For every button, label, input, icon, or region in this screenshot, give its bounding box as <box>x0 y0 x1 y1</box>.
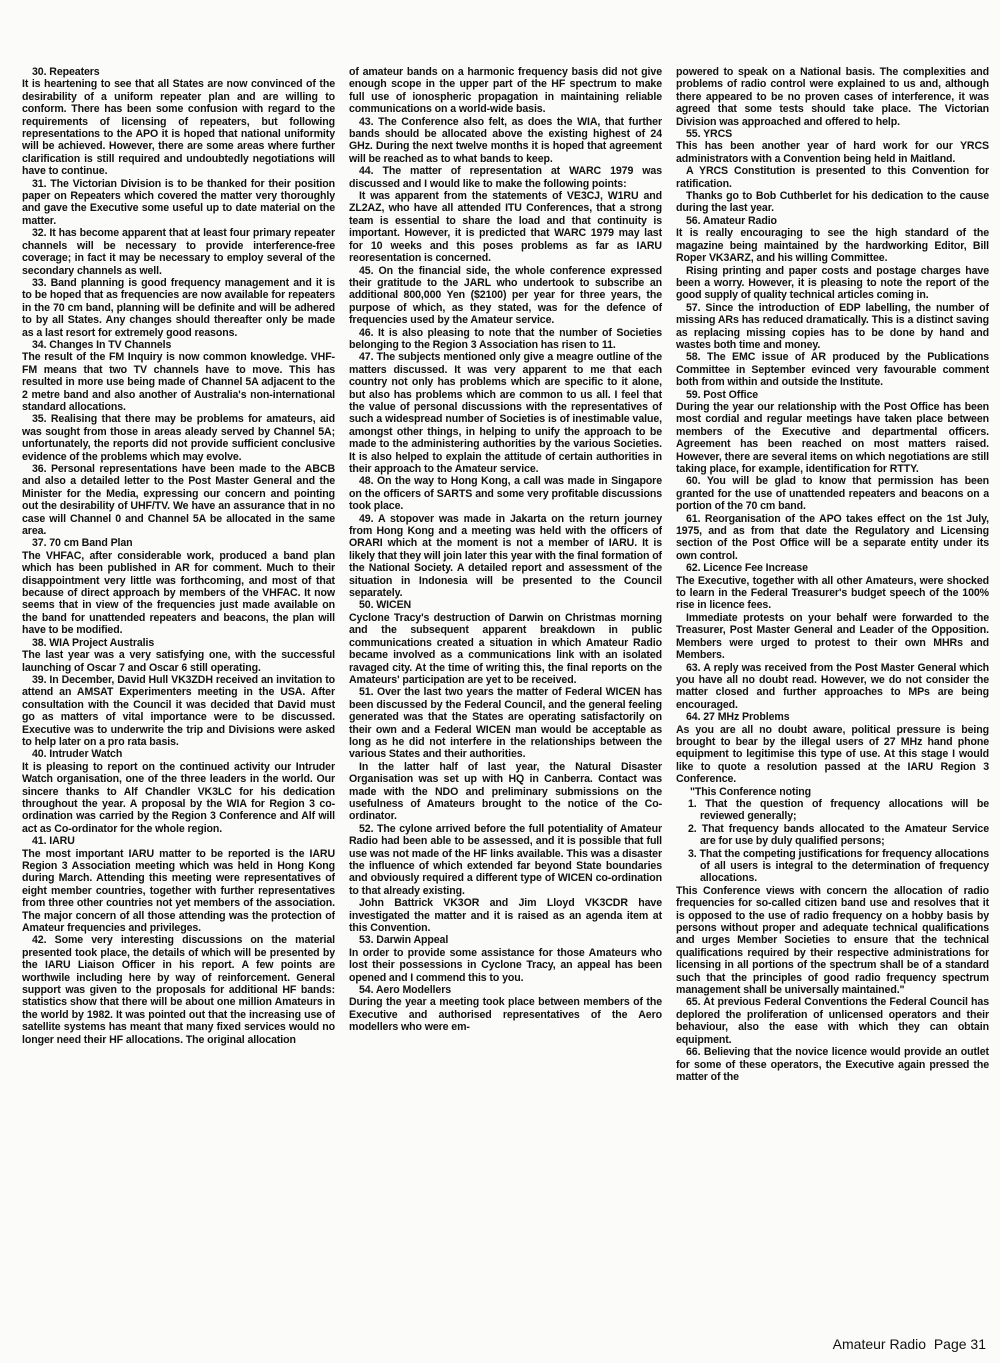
body-paragraph: Cyclone Tracy's destruction of Darwin on Christmas morning and the subsequent apparent breakdown in public communications created a situation in which Amateur Radio became involved as a communications link with an isolated ravaged city. At the time of writing this, the final reports on the Amateurs' participation are yet to be received. <box>349 611 662 686</box>
body-paragraph: The result of the FM Inquiry is now common knowledge. VHF-FM means that two TV channels have to move. This has resulted in more use being made of Channel 5A adjacent to the 2 metre band and also another of Australia's non-international standard allocations. <box>22 351 335 413</box>
body-paragraph: During the year our relationship with the Post Office has been most cordial and regular meetings have taken place between members of the Executive and departmental officers. Agreement has been reached on most matters raised. However, there are several items on which negotiations are still taking place, for example, identification for RTTY. <box>676 400 989 475</box>
section-heading: 55. YRCS <box>686 128 733 141</box>
section-heading: 40. Intruder Watch <box>32 748 123 761</box>
column-3 <box>676 66 989 1324</box>
text-columns <box>22 66 990 1324</box>
body-paragraph: 63. A reply was received from the Post Master General which you have all no doubt read. However, we do not consider the matter closed and further approaches to MPs are being encouraged. <box>676 661 989 711</box>
body-paragraph: 3. That the competing justifications for frequency allocations of all users is integral to the determination of frequency allocations. <box>688 847 989 885</box>
body-paragraph: A YRCS Constitution is presented to this Convention for ratification. <box>676 165 989 190</box>
body-paragraph: The VHFAC, after considerable work, produced a band plan which has been published in AR for comment. Much to their disappointment very little was forthcoming, and most of that because of direct approach by members of the VHFAC. It now seems that in view of the frequencies just made available on the band for unattended repeaters and beacons, the plan will have to be modified. <box>22 549 335 637</box>
page-number: Page 31 <box>933 1336 986 1352</box>
column-2 <box>349 66 662 1324</box>
section-heading: 53. Darwin Appeal <box>359 934 449 947</box>
body-paragraph: Rising printing and paper costs and postage charges have been a worry. However, it is pleasing to note the report of the good supply of quality technical articles coming in. <box>676 264 989 302</box>
body-paragraph: 60. You will be glad to know that permission has been granted for the use of unattended repeaters and beacons on a portion of the 70 cm band. <box>676 475 989 513</box>
body-paragraph: 33. Band planning is good frequency management and it is to be hoped that as frequencies are now available for repeaters in the 70 cm band, planning will be definite and will be adhered to by all States. Any changes should thereafter only be made as a last resort for extremely good reasons. <box>22 276 335 339</box>
body-paragraph: 35. Realising that there may be problems for amateurs, aid was sought from those in areas aleady served by Channel 5A; unfortunately, the reports did not provide sufficient conclusive evidence of the problems which may evolve. <box>22 413 335 463</box>
body-paragraph: It was apparent from the statements of VE3CJ, W1RU and ZL2AZ, who have all attended ITU Conferences, that a strong team is essential to share the load and that continuity is important. However, it is predicted that WARC 1979 may last for 10 weeks and this poses problems as far as IARU reoresentation is concerned. <box>349 190 662 265</box>
body-paragraph: 43. The Conference also felt, as does the WIA, that further bands should be allocated above the existing highest of 24 GHz. During the next twelve months it is hoped that agreement will be reached as to what bands to keep. <box>349 115 662 165</box>
body-paragraph: "This Conference noting <box>690 785 812 798</box>
body-paragraph: 45. On the financial side, the whole conference expressed their gratitude to the JARL who undertook to subscribe an additional 800,000 Yen ($2100) per year for three years, the purpose of which, as they stated, was for the defence of frequencies used by the Amateur service. <box>349 264 662 327</box>
section-heading: 59. Post Office <box>686 388 759 401</box>
body-paragraph: In order to provide some assistance for those Amateurs who lost their possessions in Cyclone Tracy, an appeal has been opened and I commend this to you. <box>349 946 662 984</box>
body-paragraph: The last year was a very satisfying one, with the successful launching of Oscar 7 and Oscar 6 still operating. <box>22 649 335 674</box>
body-paragraph: In the latter half of last year, the Natural Disaster Organisation was set up with HQ in Canberra. Contact was made with the NDO and preliminary submissions on the usefulness of Amateurs brought to the notice of the Co-ordinator. <box>349 760 662 823</box>
body-paragraph: 31. The Victorian Division is to be thanked for their position paper on Repeaters which covered the matter very thoroughly and gave the Executive some useful up to date material on the matter. <box>22 177 335 227</box>
section-heading: 50. WICEN <box>359 599 412 612</box>
body-paragraph: 1. That the question of frequency allocations will be reviewed generally; <box>688 797 989 823</box>
body-paragraph: During the year a meeting took place between members of the Executive and authorised representatives of the Aero modellers who were em- <box>349 996 662 1034</box>
body-paragraph: 52. The cylone arrived before the full potentiality of Amateur Radio had been able to be assessed, and it is possible that full use was not made of the HF links available. This was a disaster the influence of which extended far beyond State boundaries and obviously required a different type of WICEN co-ordination to that already existing. <box>349 822 662 897</box>
body-paragraph: of amateur bands on a harmonic frequency basis did not give enough scope in the upper part of the HF spectrum to make full use of ionospheric propagation in maintaining reliable communications on a world-wide basis. <box>349 66 662 116</box>
section-heading: 64. 27 MHz Problems <box>686 711 790 724</box>
body-paragraph: It is pleasing to report on the continued activity our Intruder Watch organisation, one of the three leaders in the world. Our sincere thanks to Alf Chandler VK3LC for his dedication throughout the year. A proposal by the WIA for Region 3 co-ordination was carried by the Region 3 Conference and Alf will act as Co-ordinator for the whole region. <box>22 760 335 835</box>
body-paragraph: John Battrick VK3OR and Jim Lloyd VK3CDR have investigated the matter and it is raised as an agenda item at this Convention. <box>349 897 662 935</box>
body-paragraph: 48. On the way to Hong Kong, a call was made in Singapore on the officers of SARTS and some very profitable discussions took place. <box>349 475 662 513</box>
body-paragraph: 46. It is also pleasing to note that the number of Societies belonging to the Region 3 Association has risen to 11. <box>349 326 662 351</box>
column-1 <box>22 66 335 1324</box>
body-paragraph: This Conference views with concern the allocation of radio frequencies for so-called citizen band use and resolves that it is opposed to the use of radio frequency on a hobby basis by persons without proper and adequate technical qualifications and urges Member Societies to ensure that the technical qualifications required by their respective administrations for licensing in all portions of the spectrum shall be of a standard such that the principles of good radio frequency spectrum management shall be universally maintained." <box>676 884 989 997</box>
body-paragraph: 39. In December, David Hull VK3ZDH received an invitation to attend an AMSAT Experimenters meeting in the USA. After consultation with the Council it was decided that David must go as matters of vital importance were to be discussed. Executive was to underwrite the trip and Divisions were asked to help later on a pro rata basis. <box>22 673 335 748</box>
body-paragraph: It is really encouraging to see the high standard of the magazine being maintained by the hardworking Editor, Bill Roper VK3ARZ, and his willing Committee. <box>676 227 989 265</box>
body-paragraph: 42. Some very interesting discussions on the material presented took place, the details of which will be presented by the IARU Liaison Officer in his report. A few points are worthwile including here by way of reinforcement. General support was given to the proposals for additional HF bands: statistics show that there will be about one million Amateurs in the world by 1982. It was pointed out that the increasing use of satellite systems has meant that many fixed services would no longer need their HF allocations. The original allocation <box>22 934 335 1046</box>
section-heading: 37. 70 cm Band Plan <box>32 537 133 550</box>
body-paragraph: As you are all no doubt aware, political pressure is being brought to bear by the illegal users of 27 MHz hand phone equipment to legitimise this type of use. At this stage I would like to quote a resolution passed at the IARU Region 3 Conference. <box>676 723 989 786</box>
body-paragraph: 44. The matter of representation at WARC 1979 was discussed and I would like to make the following points: <box>349 165 662 190</box>
section-heading: 34. Changes In TV Channels <box>32 338 172 351</box>
body-paragraph: 32. It has become apparent that at least four primary repeater channels will be necessary to provide interference-free coverage; in fact it may be necessary to employ several of the secondary channels as well. <box>22 227 335 277</box>
body-paragraph: 58. The EMC issue of AR produced by the Publications Committee in September evinced very favourable comment both from within and outside the Institute. <box>676 351 989 389</box>
page-footer <box>833 1336 986 1352</box>
section-heading: 56. Amateur Radio <box>686 214 777 227</box>
body-paragraph: It is heartening to see that all States are now convinced of the desirability of a uniform repeater plan and are willing to conform. There has been some confusion with regard to the requirements of licensing of repeaters, but following representations to the APO it is hoped that national uniformity will be achieved. However, there are some areas where further clarification is still required and undoubtedly negotiations will have to continue. <box>22 78 335 178</box>
body-paragraph: 49. A stopover was made in Jakarta on the return journey from Hong Kong and a meeting was held with the officers of ORARI which at the moment is not a member of IARU. It is likely that they will join later this year with the final formation of the National Society. A detailed report and assessment of the situation in Indonesia will be presented to the Council separately. <box>349 512 662 600</box>
section-heading: 30. Repeaters <box>32 66 100 78</box>
body-paragraph: This has been another year of hard work for our YRCS administrators with a Convention being held in Maitland. <box>676 140 989 165</box>
body-paragraph: 47. The subjects mentioned only give a meagre outline of the matters discussed. It was very apparent to me that each country not only has problems which are specific to it alone, but also has problems which are common to us all. I feel that the value of personal discussions with the representatives of such a widespread number of Societies is of inestimable value, amongst other things, in helping to unify the approach to be made to the administering authorities by the various Societies. It is also helped to explain the attitude of certain authorities in their approach to the Amateur service. <box>349 351 662 475</box>
body-paragraph: 65. At previous Federal Conventions the Federal Council has deplored the proliferation of unlicensed operators and their behaviour, also the ease with which they can obtain equipment. <box>676 996 989 1046</box>
publication-name: Amateur Radio <box>832 1336 927 1352</box>
body-paragraph: Thanks go to Bob Cuthberlet for his dedication to the cause during the last year. <box>676 190 989 215</box>
body-paragraph: 2. That frequency bands allocated to the Amateur Service are for use by duly qualified persons; <box>688 822 989 848</box>
body-paragraph: The most important IARU matter to be reported is the IARU Region 3 Association meeting which was held in Hong Kong during March. Attending this meeting were representatives of eight member countries, together with further representatives from three other countries not yet members of the association. The major concern of all those attending was the protection of Amateur frequencies and privileges. <box>22 847 335 935</box>
section-heading: 41. IARU <box>32 835 75 848</box>
body-paragraph: The Executive, together with all other Amateurs, were shocked to learn in the Federal Treasurer's budget speech of the 100% rise in licence fees. <box>676 574 989 612</box>
body-paragraph: 36. Personal representations have been made to the ABCB and also a detailed letter to the Post Master General and the Minister for the Media, expressing our concern and pointing out the desirability of UHF/TV. We have an assurance that in no case will Channel 0 and Channel 5A be allocated in the same area. <box>22 463 335 538</box>
body-paragraph: powered to speak on a National basis. The complexities and problems of radio control were explained to us and, although there appeared to be no proven cases of interference, it was agreed that some tests should take place. The Victorian Division was approached and offered to help. <box>676 66 989 128</box>
body-paragraph: Immediate protests on your behalf were forwarded to the Treasurer, Post Master General and Leader of the Opposition. Members were urged to protest to their own MHRs and Members. <box>676 611 989 662</box>
section-heading: 38. WIA Project Australis <box>32 636 155 649</box>
section-heading: 54. Aero Modellers <box>359 984 452 997</box>
body-paragraph: 57. Since the introduction of EDP labelling, the number of missing ARs has reduced dramatically. This is a distinct saving as replacing missing copies has to be done by hand and wastes both time and money. <box>676 301 989 351</box>
body-paragraph: 61. Reorganisation of the APO takes effect on the 1st July, 1975, and as from that date the Regulatory and Licensing section of the Post Office will be a separate entity under its own control. <box>676 512 989 562</box>
body-paragraph: 66. Believing that the novice licence would provide an outlet for some of these operators, the Executive again pressed the matter of the <box>676 1046 989 1083</box>
section-heading: 62. Licence Fee Increase <box>686 562 808 575</box>
body-paragraph: 51. Over the last two years the matter of Federal WICEN has been discussed by the Federal Council, and the general feeling generated was that the States are operating satisfactorily on their own and a Federal WICEN man would be acceptable as long as he did not interfere in the relationships between the various States and their authorities. <box>349 686 662 761</box>
